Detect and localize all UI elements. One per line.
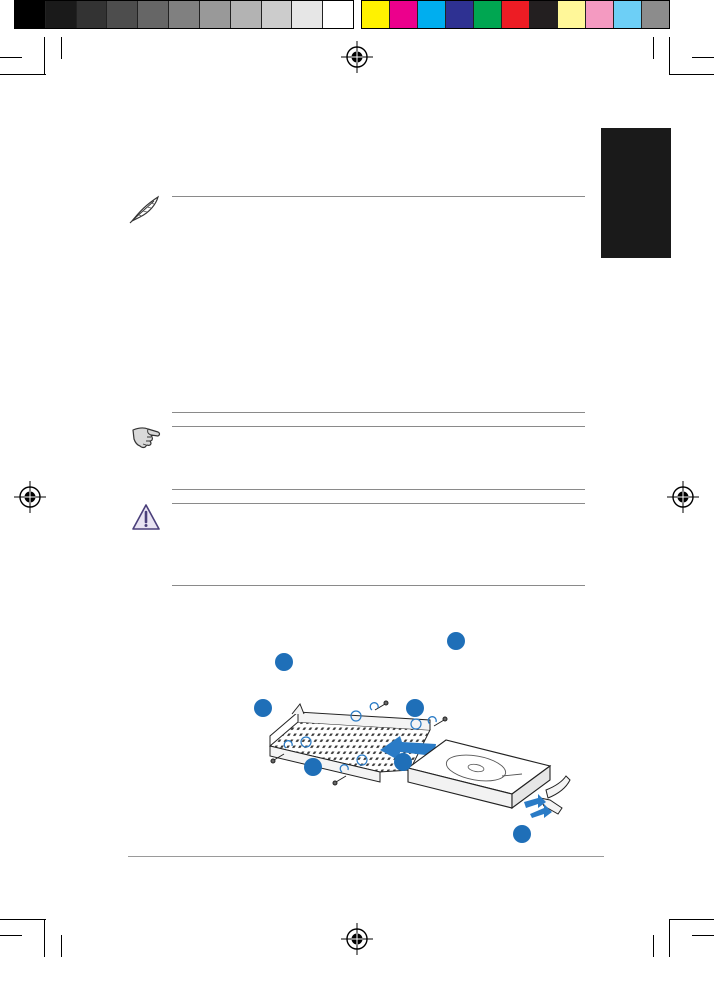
step-marker — [275, 653, 293, 671]
crop-mark — [653, 37, 654, 59]
important-rule-top-1 — [172, 412, 585, 413]
color-swatch — [446, 1, 474, 28]
color-swatch — [614, 1, 642, 28]
crop-mark — [0, 919, 46, 920]
important-rule-bottom-1 — [172, 489, 585, 490]
crop-mark — [669, 74, 714, 75]
crop-mark — [669, 919, 670, 957]
color-swatch — [362, 1, 390, 28]
warning-triangle-icon — [131, 503, 161, 531]
registration-mark-bottom — [341, 923, 373, 955]
color-swatch — [77, 1, 108, 28]
crop-mark — [692, 57, 714, 58]
crop-mark — [0, 935, 22, 936]
color-swatch — [474, 1, 502, 28]
color-swatch — [558, 1, 586, 28]
gray-calibration-bar — [14, 0, 354, 29]
color-swatch — [138, 1, 169, 28]
color-swatch — [292, 1, 323, 28]
step-marker — [304, 758, 322, 776]
step-marker — [513, 825, 531, 843]
caution-rule-bottom — [172, 585, 585, 586]
crop-mark — [44, 919, 45, 957]
section-tab — [601, 128, 671, 258]
color-swatch — [262, 1, 293, 28]
pointing-hand-icon — [130, 424, 162, 450]
step-marker — [406, 699, 424, 717]
color-swatch — [502, 1, 530, 28]
crop-mark — [61, 37, 62, 59]
important-rule-bottom-2 — [172, 503, 585, 504]
color-swatch — [323, 1, 353, 28]
crop-mark — [0, 74, 46, 75]
color-swatch — [390, 1, 418, 28]
footer-rule — [128, 856, 604, 857]
color-swatch — [169, 1, 200, 28]
registration-mark-left — [14, 481, 46, 513]
registration-mark-top — [341, 41, 373, 73]
step-marker — [254, 699, 272, 717]
step-marker — [394, 753, 412, 771]
color-calibration-bar — [361, 0, 670, 29]
crop-mark — [669, 37, 670, 75]
crop-mark — [0, 57, 22, 58]
feather-note-icon — [128, 194, 162, 224]
crop-mark — [44, 37, 45, 75]
note-rule-top — [172, 196, 585, 197]
color-swatch — [46, 1, 77, 28]
crop-mark — [692, 935, 714, 936]
color-swatch — [530, 1, 558, 28]
color-swatch — [200, 1, 231, 28]
crop-mark — [61, 935, 62, 957]
step-marker — [447, 632, 465, 650]
crop-mark — [653, 935, 654, 957]
crop-mark — [669, 919, 714, 920]
color-swatch — [586, 1, 614, 28]
color-swatch — [15, 1, 46, 28]
important-rule-top-2 — [172, 426, 585, 427]
color-swatch — [642, 1, 669, 28]
color-swatch — [418, 1, 446, 28]
color-swatch — [107, 1, 138, 28]
registration-mark-right — [667, 481, 699, 513]
color-swatch — [231, 1, 262, 28]
